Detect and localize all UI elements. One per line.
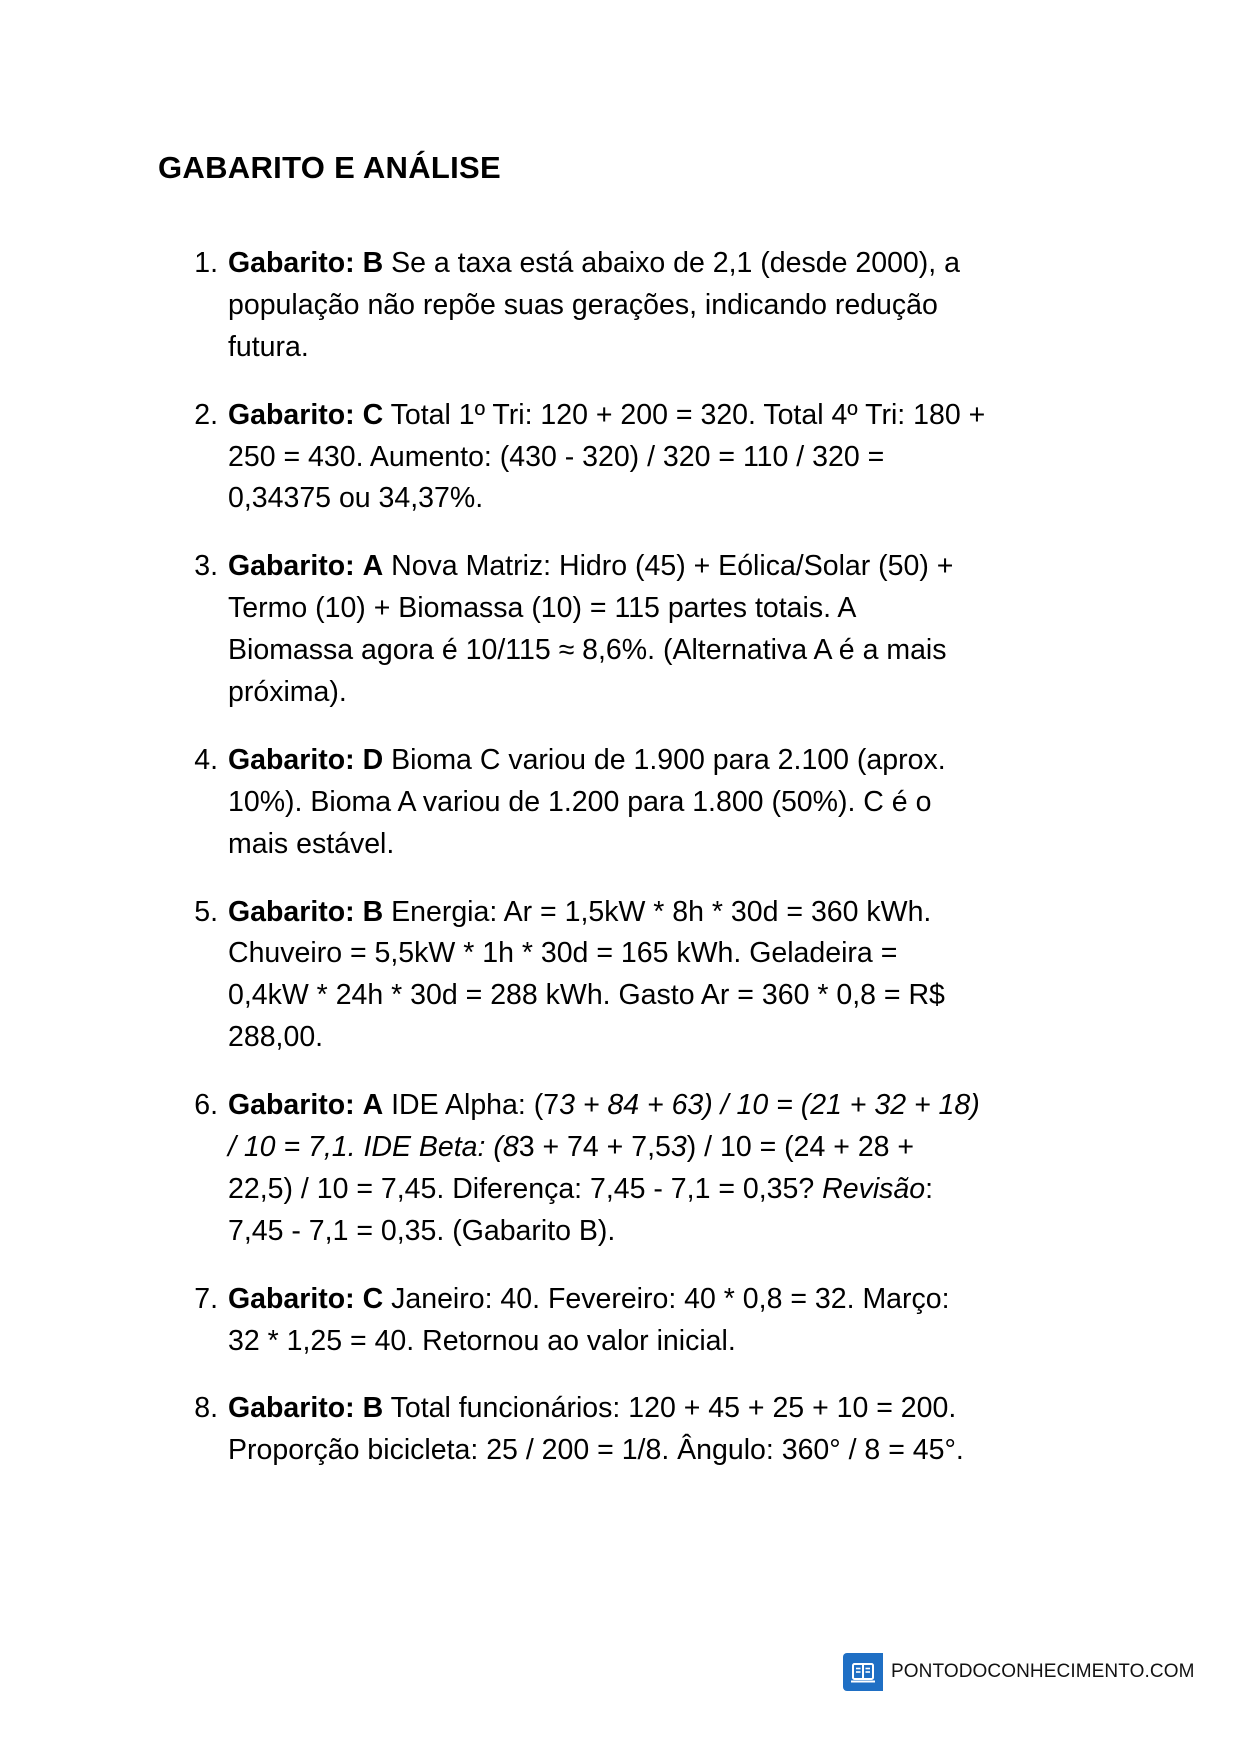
answer-list <box>186 243 986 1472</box>
list-item <box>186 1388 986 1472</box>
list-item-body <box>228 1279 986 1363</box>
list-item-number: 3. <box>194 550 218 583</box>
list-item-number: 8. <box>194 1392 218 1425</box>
footer-watermark[interactable] <box>843 1653 1201 1691</box>
answer-explanation-part3: ) / 10 = (24 + 28 + 22,5) / 10 = 7,45. Diferença: 7,45 - 7,1 = 0,35? <box>228 1131 915 1205</box>
list-item-number: 4. <box>194 743 218 776</box>
list-item <box>186 1085 986 1253</box>
list-item-body <box>228 395 986 521</box>
answer-explanation: Janeiro: 40. Fevereiro: 40 * 0,8 = 32. Março: 32 * 1,25 = 40. Retornou ao valor inicial. <box>228 1282 950 1357</box>
answer-key: B <box>362 895 384 928</box>
answer-lead-label: Gabarito: <box>228 1392 355 1425</box>
answer-explanation-italic3: Revisão <box>822 1172 926 1205</box>
answer-lead-label: Gabarito: <box>228 247 355 279</box>
answer-explanation: Bioma C variou de 1.900 para 2.100 (aprox. 10%). Bioma A variou de 1.200 para 1.800 (50%). C é o mais estável. <box>228 743 946 860</box>
answer-explanation-italic1: 3 + 84 + 63) / 10 = (21 + 32 + 18) / 10 = 7,1. IDE Beta: (8 <box>228 1089 980 1164</box>
list-item-number: 5. <box>194 895 218 928</box>
list-item-body <box>228 892 986 1060</box>
answer-explanation-part1: IDE Alpha: (7 <box>391 1089 560 1122</box>
list-item <box>186 1279 986 1363</box>
answer-explanation: Total funcionários: 120 + 45 + 25 + 10 = 200. Proporção bicicleta: 25 / 200 = 1/8. Ângulo: 360° / 8 = 45°. <box>228 1392 964 1467</box>
answer-key: B <box>362 1392 384 1425</box>
list-item <box>186 243 986 369</box>
answer-key: C <box>362 1282 384 1315</box>
list-item <box>186 740 986 866</box>
answer-lead-label: Gabarito: <box>228 1282 355 1315</box>
list-item-body <box>228 1388 986 1472</box>
answer-key: C <box>362 398 384 431</box>
answer-explanation-italic2: 3 <box>670 1131 687 1164</box>
list-item <box>186 546 986 714</box>
list-item-body <box>228 1085 986 1253</box>
answer-explanation: Nova Matriz: Hidro (45) + Eólica/Solar (50) + Termo (10) + Biomassa (10) = 115 partes totais. A Biomassa agora é 10/115 ≈ 8,6%. (Alternativa A é a mais próxima). <box>228 550 954 709</box>
page-title: GABARITO E ANÁLISE <box>158 149 501 185</box>
answer-explanation: Total 1º Tri: 120 + 200 = 320. Total 4º Tri: 180 + 250 = 430. Aumento: (430 - 320) / 320 = 110 / 320 = 0,34375 ou 34,37%. <box>228 398 986 515</box>
list-item-number: 7. <box>194 1282 218 1315</box>
answer-explanation: Energia: Ar = 1,5kW * 8h * 30d = 360 kWh. Chuveiro = 5,5kW * 1h * 30d = 165 kWh. Geladeira = 0,4kW * 24h * 30d = 288 kWh. Gasto Ar = 360 * 0,8 = R$ 288,00. <box>228 895 945 1054</box>
list-item-body <box>228 546 986 714</box>
list-item-number: 6. <box>194 1089 218 1122</box>
answer-lead-label: Gabarito: <box>228 743 355 776</box>
answer-key: A <box>362 550 384 583</box>
answer-lead-label: Gabarito: <box>228 550 355 583</box>
book-badge-icon <box>843 1653 883 1691</box>
answer-explanation: Se a taxa está abaixo de 2,1 (desde 2000), a população não repõe suas gerações, indicando redução futura. <box>228 247 960 363</box>
answer-explanation-part2: 3 + 74 + 7,5 <box>518 1131 671 1164</box>
list-item <box>186 395 986 521</box>
list-item-body <box>228 243 986 369</box>
answer-key: D <box>362 743 384 776</box>
answer-explanation-part4: : 7,45 - 7,1 = 0,35. (Gabarito B). <box>228 1172 934 1247</box>
list-item-number: 1. <box>194 247 218 279</box>
footer-brand-text: PONTODOCONHECIMENTO.COM <box>883 1653 1201 1691</box>
list-item-body <box>228 740 986 866</box>
answer-lead-label: Gabarito: <box>228 895 355 928</box>
list-item <box>186 892 986 1060</box>
answer-lead-label: Gabarito: <box>228 1089 355 1122</box>
answer-key: A <box>362 1089 384 1122</box>
answer-key: B <box>362 247 384 279</box>
answer-lead-label: Gabarito: <box>228 398 355 431</box>
list-item-number: 2. <box>194 398 218 431</box>
